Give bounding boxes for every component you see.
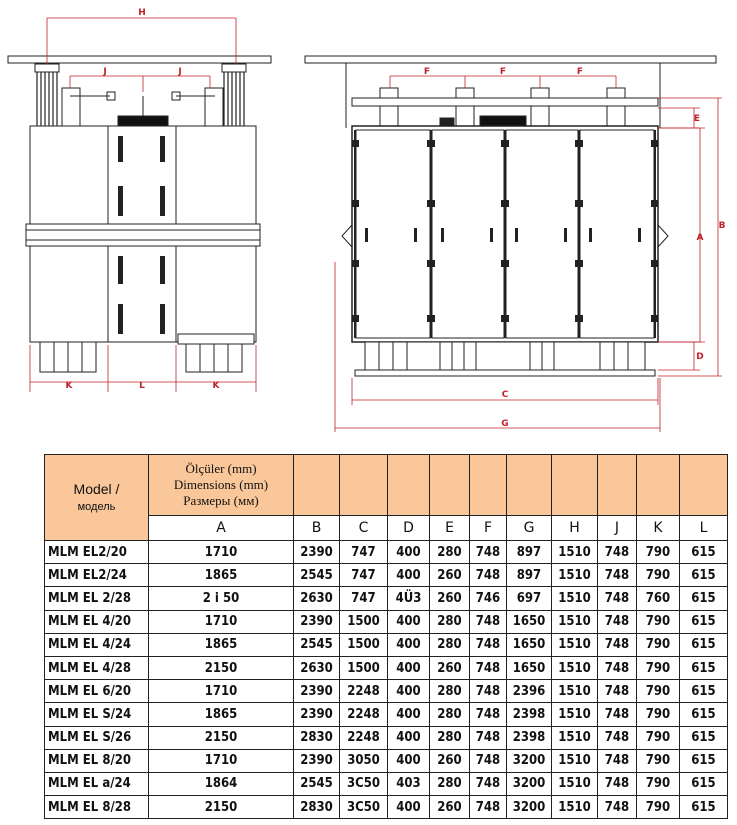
dimension-cell: 1710 bbox=[149, 680, 294, 703]
dimension-cell: 260 bbox=[430, 796, 470, 819]
dimension-cell: 2390 bbox=[294, 680, 340, 703]
dimension-cell: 280 bbox=[430, 772, 470, 795]
dimension-cell: 615 bbox=[680, 680, 728, 703]
side-view bbox=[8, 56, 271, 372]
model-cell: MLM EL 6/20 bbox=[45, 680, 149, 703]
dimension-cell: 748 bbox=[598, 749, 637, 772]
dimension-cell: 615 bbox=[680, 633, 728, 656]
table-row bbox=[45, 749, 728, 772]
dimension-cell: 748 bbox=[598, 796, 637, 819]
dimension-cell: 747 bbox=[340, 587, 388, 610]
dimension-cell: 400 bbox=[388, 726, 430, 749]
table-row bbox=[45, 656, 728, 679]
dimension-cell: 2248 bbox=[340, 703, 388, 726]
dimension-cell: 2630 bbox=[294, 656, 340, 679]
table-header-row bbox=[45, 455, 728, 516]
dimension-cell: 1510 bbox=[552, 772, 598, 795]
dimension-cell: 400 bbox=[388, 703, 430, 726]
dimension-cell: 2398 bbox=[507, 703, 552, 726]
dimension-cell: 748 bbox=[598, 610, 637, 633]
model-cell: MLM EL a/24 bbox=[45, 772, 149, 795]
table-body bbox=[45, 541, 728, 819]
dimension-cell: 790 bbox=[637, 633, 680, 656]
dimension-cell: 748 bbox=[470, 772, 507, 795]
dimension-cell: 280 bbox=[430, 633, 470, 656]
dimension-cell: 3050 bbox=[340, 749, 388, 772]
dimension-cell: 260 bbox=[430, 587, 470, 610]
dimension-cell: 790 bbox=[637, 564, 680, 587]
dimension-cell: 748 bbox=[470, 726, 507, 749]
dim-label-b: B bbox=[718, 221, 726, 231]
dimension-cell: 1865 bbox=[149, 633, 294, 656]
dimension-cell: 3C50 bbox=[340, 772, 388, 795]
dimension-cell: 3C50 bbox=[340, 796, 388, 819]
dimension-cell: 2390 bbox=[294, 703, 340, 726]
dimension-cell: 790 bbox=[637, 656, 680, 679]
dimension-cell: 747 bbox=[340, 564, 388, 587]
dimension-cell: 748 bbox=[470, 680, 507, 703]
dim-label-f1: F bbox=[423, 67, 431, 77]
dimension-cell: 2248 bbox=[340, 680, 388, 703]
col-header: D bbox=[388, 516, 430, 541]
dimension-cell: 748 bbox=[598, 656, 637, 679]
col-header: G bbox=[507, 516, 552, 541]
dimension-cell: 260 bbox=[430, 656, 470, 679]
dimension-cell: 897 bbox=[507, 541, 552, 564]
dimension-cell: 760 bbox=[637, 587, 680, 610]
dimension-cell: 3200 bbox=[507, 749, 552, 772]
dimension-cell: 615 bbox=[680, 587, 728, 610]
model-cell: MLM EL 4/28 bbox=[45, 656, 149, 679]
table-row bbox=[45, 610, 728, 633]
table-row bbox=[45, 541, 728, 564]
dimension-cell: 2150 bbox=[149, 726, 294, 749]
dimension-cell: 748 bbox=[470, 703, 507, 726]
col-header: H bbox=[552, 516, 598, 541]
dimension-cell: 2390 bbox=[294, 541, 340, 564]
model-cell: MLM EL 8/28 bbox=[45, 796, 149, 819]
dimension-cell: 748 bbox=[598, 703, 637, 726]
dimension-cell: 748 bbox=[470, 656, 507, 679]
dim-label-k-right: K bbox=[212, 381, 220, 391]
dimension-cell: 748 bbox=[598, 587, 637, 610]
dim-label-d: D bbox=[696, 352, 704, 362]
dim-label-h: H bbox=[138, 8, 146, 18]
dimension-cell: 1510 bbox=[552, 564, 598, 587]
dimension-cell: 2398 bbox=[507, 726, 552, 749]
dimension-cell: 280 bbox=[430, 680, 470, 703]
dimension-cell: 748 bbox=[470, 564, 507, 587]
dimension-cell: 790 bbox=[637, 772, 680, 795]
dimension-cell: 2150 bbox=[149, 796, 294, 819]
dimension-cell: 2545 bbox=[294, 772, 340, 795]
dimension-cell: 280 bbox=[430, 703, 470, 726]
dimension-cell: 3200 bbox=[507, 772, 552, 795]
dimension-cell: 400 bbox=[388, 680, 430, 703]
dimension-cell: 2390 bbox=[294, 749, 340, 772]
dimension-cell: 1500 bbox=[340, 656, 388, 679]
col-header: B bbox=[294, 516, 340, 541]
dimension-cell: 1510 bbox=[552, 656, 598, 679]
dimension-cell: 746 bbox=[470, 587, 507, 610]
dimension-cell: 2150 bbox=[149, 656, 294, 679]
model-cell: MLM EL 8/20 bbox=[45, 749, 149, 772]
dimension-cell: 790 bbox=[637, 703, 680, 726]
dimension-cell: 748 bbox=[470, 796, 507, 819]
dimension-cell: 260 bbox=[430, 564, 470, 587]
dimension-cell: 1510 bbox=[552, 680, 598, 703]
dimension-cell: 1510 bbox=[552, 749, 598, 772]
col-header: L bbox=[680, 516, 728, 541]
dimension-cell: 897 bbox=[507, 564, 552, 587]
dimension-cell: 748 bbox=[470, 541, 507, 564]
dimension-cell: 2 i 50 bbox=[149, 587, 294, 610]
dimension-cell: 1710 bbox=[149, 749, 294, 772]
dimension-cell: 615 bbox=[680, 796, 728, 819]
model-cell: MLM EL2/20 bbox=[45, 541, 149, 564]
dimension-cell: 1710 bbox=[149, 541, 294, 564]
dimension-cell: 1710 bbox=[149, 610, 294, 633]
table-row bbox=[45, 703, 728, 726]
col-header: F bbox=[470, 516, 507, 541]
dimension-cell: 2630 bbox=[294, 587, 340, 610]
dim-label-a: A bbox=[696, 233, 704, 243]
dim-label-f3: F bbox=[576, 67, 584, 77]
dimension-cell: 2396 bbox=[507, 680, 552, 703]
dimension-cell: 790 bbox=[637, 610, 680, 633]
dimension-cell: 2830 bbox=[294, 796, 340, 819]
dimension-cell: 400 bbox=[388, 796, 430, 819]
table-row bbox=[45, 796, 728, 819]
dimension-cell: 748 bbox=[598, 772, 637, 795]
dimension-cell: 1865 bbox=[149, 564, 294, 587]
dimension-cell: 400 bbox=[388, 564, 430, 587]
col-header: E bbox=[430, 516, 470, 541]
dim-label-j-left: J bbox=[103, 67, 107, 77]
dimension-cell: 747 bbox=[340, 541, 388, 564]
dimension-cell: 280 bbox=[430, 610, 470, 633]
dim-label-j-right: J bbox=[178, 67, 182, 77]
dimension-cell: 748 bbox=[470, 610, 507, 633]
dimension-cell: 280 bbox=[430, 726, 470, 749]
model-header: Model / модель bbox=[45, 455, 149, 541]
dim-label-c: C bbox=[501, 390, 509, 400]
dimension-cell: 790 bbox=[637, 796, 680, 819]
model-cell: MLM EL 4/24 bbox=[45, 633, 149, 656]
dimension-cell: 1650 bbox=[507, 633, 552, 656]
dimension-cell: 400 bbox=[388, 656, 430, 679]
dimension-cell: 1650 bbox=[507, 610, 552, 633]
dimension-cell: 1510 bbox=[552, 633, 598, 656]
model-cell: MLM EL2/24 bbox=[45, 564, 149, 587]
dim-label-k-left: K bbox=[65, 381, 73, 391]
dimension-cell: 2545 bbox=[294, 633, 340, 656]
model-cell: MLM EL 4/20 bbox=[45, 610, 149, 633]
dimension-cell: 748 bbox=[470, 633, 507, 656]
dimension-cell: 3200 bbox=[507, 796, 552, 819]
table-row bbox=[45, 587, 728, 610]
dimension-cell: 748 bbox=[598, 564, 637, 587]
dimension-cell: 2248 bbox=[340, 726, 388, 749]
dimension-cell: 1650 bbox=[507, 656, 552, 679]
dimension-table bbox=[44, 454, 728, 819]
dimension-cell: 403 bbox=[388, 772, 430, 795]
dimension-cell: 615 bbox=[680, 610, 728, 633]
dimension-cell: 748 bbox=[598, 680, 637, 703]
dimension-cell: 2545 bbox=[294, 564, 340, 587]
front-view bbox=[305, 56, 716, 376]
dim-label-g: G bbox=[501, 419, 509, 429]
dimension-cell: 748 bbox=[470, 749, 507, 772]
dimension-cell: 400 bbox=[388, 610, 430, 633]
dimension-cell: 1864 bbox=[149, 772, 294, 795]
table-row bbox=[45, 633, 728, 656]
dimension-cell: 748 bbox=[598, 726, 637, 749]
dimension-cell: 697 bbox=[507, 587, 552, 610]
table-row bbox=[45, 772, 728, 795]
dimension-cell: 400 bbox=[388, 541, 430, 564]
dimension-cell: 748 bbox=[598, 541, 637, 564]
dimension-cell: 1510 bbox=[552, 587, 598, 610]
dimension-cell: 1510 bbox=[552, 726, 598, 749]
dimension-cell: 1510 bbox=[552, 703, 598, 726]
dimension-cell: 1510 bbox=[552, 796, 598, 819]
table-row bbox=[45, 564, 728, 587]
dimension-cell: 280 bbox=[430, 541, 470, 564]
dimension-cell: 400 bbox=[388, 749, 430, 772]
dimension-cell: 260 bbox=[430, 749, 470, 772]
dimension-cell: 615 bbox=[680, 749, 728, 772]
dimension-cell: 790 bbox=[637, 749, 680, 772]
dimension-cell: 790 bbox=[637, 680, 680, 703]
model-cell: MLM EL S/24 bbox=[45, 703, 149, 726]
dimension-cell: 2390 bbox=[294, 610, 340, 633]
dimension-cell: 615 bbox=[680, 541, 728, 564]
dimension-cell: 1865 bbox=[149, 703, 294, 726]
col-header: A bbox=[149, 516, 294, 541]
dimension-cell: 1510 bbox=[552, 541, 598, 564]
dim-label-e: E bbox=[693, 114, 701, 124]
model-cell: MLM EL 2/28 bbox=[45, 587, 149, 610]
model-cell: MLM EL S/26 bbox=[45, 726, 149, 749]
dimension-cell: 2830 bbox=[294, 726, 340, 749]
dimension-cell: 615 bbox=[680, 564, 728, 587]
dimension-cell: 615 bbox=[680, 656, 728, 679]
dim-label-f2: F bbox=[499, 67, 507, 77]
dimension-cell: 790 bbox=[637, 541, 680, 564]
dimension-cell: 1510 bbox=[552, 610, 598, 633]
col-header: C bbox=[340, 516, 388, 541]
col-header: K bbox=[637, 516, 680, 541]
dimension-cell: 400 bbox=[388, 633, 430, 656]
dimension-cell: 615 bbox=[680, 726, 728, 749]
dimensions-header: Ölçüler (mm) Dimensions (mm) Размеры (мм) bbox=[149, 455, 294, 516]
col-header: J bbox=[598, 516, 637, 541]
dim-label-l: L bbox=[139, 381, 145, 391]
dimension-cell: 790 bbox=[637, 726, 680, 749]
table-row bbox=[45, 680, 728, 703]
dimension-cell: 1500 bbox=[340, 610, 388, 633]
dimension-cell: 4Ü3 bbox=[388, 587, 430, 610]
dimension-cell: 1500 bbox=[340, 633, 388, 656]
dimension-cell: 615 bbox=[680, 703, 728, 726]
table-row bbox=[45, 726, 728, 749]
dimension-cell: 615 bbox=[680, 772, 728, 795]
dimension-cell: 748 bbox=[598, 633, 637, 656]
